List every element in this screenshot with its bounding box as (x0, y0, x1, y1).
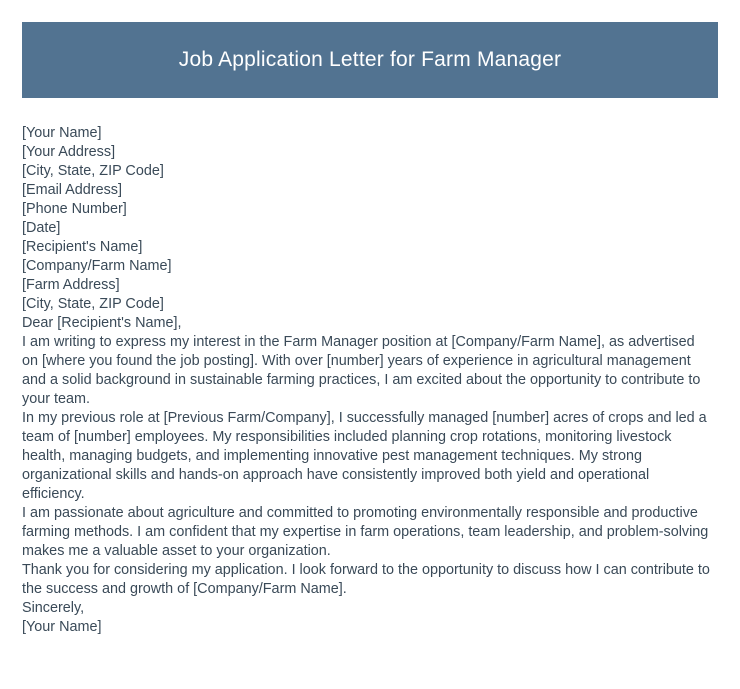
salutation: Dear [Recipient's Name], (22, 315, 182, 331)
sender-line: [City, State, ZIP Code] (22, 163, 164, 179)
signature: [Your Name] (22, 619, 102, 635)
sender-line: [Email Address] (22, 182, 122, 198)
document-header-band (22, 22, 718, 98)
letter-paragraph-1: I am writing to express my interest in the Farm Manager position at [Company/Farm Name], as advertised on [where you found the job posting]. With over [number] years of experience in agricultural management and a solid background in sustainable farming practices, I am excited about the opportunity to contribute to your team. (22, 334, 701, 407)
sender-address-block (22, 124, 712, 238)
letter-paragraph-4: Thank you for considering my application. I look forward to the opportunity to discuss how I can contribute to the success and growth of [Company/Farm Name]. (22, 562, 710, 597)
document-page (0, 22, 740, 689)
page-title: Job Application Letter for Farm Manager (178, 48, 562, 72)
letter-paragraph-3: I am passionate about agriculture and committed to promoting environmentally responsible and productive farming methods. I am confident that my expertise in farm operations, team leadership, and problem-solving makes me a valuable asset to your organization. (22, 505, 709, 559)
sender-line: [Phone Number] (22, 201, 127, 217)
closing: Sincerely, (22, 600, 85, 616)
recipient-address-block (22, 238, 712, 314)
recipient-line: [Company/Farm Name] (22, 258, 172, 274)
recipient-line: [Recipient's Name] (22, 239, 143, 255)
letter-body (0, 98, 740, 637)
sender-line: [Your Name] (22, 125, 102, 141)
recipient-line: [Farm Address] (22, 277, 120, 293)
letter-paragraph-2: In my previous role at [Previous Farm/Company], I successfully managed [number] acres of crops and led a team of [number] employees. My responsibilities included planning crop rotations, monitoring livestock health, managing budgets, and implementing innovative pest management techniques. My strong organizational skills and hands-on approach have consistently improved both yield and operational efficiency. (22, 410, 707, 502)
sender-line: [Date] (22, 220, 61, 236)
sender-line: [Your Address] (22, 144, 116, 160)
recipient-line: [City, State, ZIP Code] (22, 296, 164, 312)
